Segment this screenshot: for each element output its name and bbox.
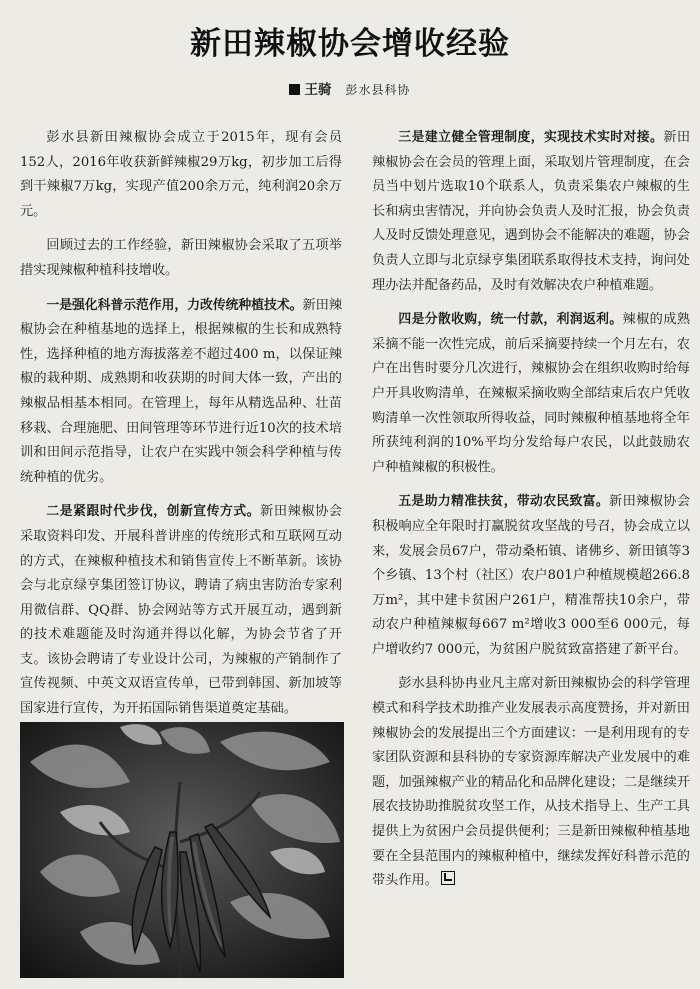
article-title: 新田辣椒协会增收经验 bbox=[190, 26, 510, 62]
byline bbox=[0, 78, 700, 98]
end-of-article-icon bbox=[441, 871, 455, 885]
paragraph-text: 辣椒的成熟采摘不能一次性完成，前后采摘要持续一个月左右，农户在出售时要分几次进行，辣椒协会在组织收购时给每户开具收购清单，在辣椒采摘收购全部结束后农户凭收购清单一次性领取所得收益，同时辣椒种植基地将全年所获纯利润的10%平均分发给每户农民，以此鼓励农户种植辣椒的积极性。 bbox=[372, 312, 691, 475]
author-name: 王骑 bbox=[304, 82, 332, 98]
paragraph-text: 新田辣椒协会积极响应全年限时打赢脱贫攻坚战的号召，协会成立以来，发展会员67户，带动桑柘镇、诸佛乡、新田镇等3个乡镇、13个村（社区）农户801户种植规模超266.8万m²，其中建卡贫困户261户，精准帮扶10余户，带动农户种植辣椒每667 m²增收3 000至6 000元，每户增收约7 000元，为贫困户脱贫致富搭建了新平台。 bbox=[372, 494, 691, 657]
paragraph bbox=[20, 234, 342, 283]
author-organization: 彭水县科协 bbox=[345, 83, 411, 97]
byline-square-icon bbox=[289, 84, 300, 95]
left-column bbox=[20, 126, 342, 732]
paragraph-heading: 五是助力精准扶贫，带动农民致富。 bbox=[398, 494, 610, 510]
paragraph bbox=[372, 490, 690, 662]
paragraph bbox=[372, 672, 690, 893]
paragraph-text: 新田辣椒协会在种植基地的选择上，根据辣椒的生长和成熟特性，选择种植的地方海拔落差不超过400 m，以保证辣椒的栽种期、成熟期和收获期的时间大体一致，产出的辣椒品相基本相同。在管理上，每年从精选品种、壮苗移栽、合理施肥、田间管理等环节进行近10次的技术培训和田间示范指导，让农户在实践中领会科学种植与传统种植的优劣。 bbox=[20, 297, 343, 485]
paragraph-text: 彭水县新田辣椒协会成立于2015年，现有会员152人，2016年收获新鲜辣椒29万kg，初步加工后得到干辣椒7万kg，实现产值200余万元，纯利润20余万元。 bbox=[20, 130, 342, 219]
paragraph-heading: 四是分散收购，统一付款，利润返利。 bbox=[398, 312, 623, 328]
paragraph bbox=[372, 308, 690, 480]
chili-plant-image bbox=[20, 722, 344, 978]
right-column bbox=[372, 126, 690, 904]
paragraph-text: 新田辣椒协会采取资料印发、开展科普讲座的传统形式和互联网互动的方式，在辣椒种植技术和销售宣传上不断革新。该协会与北京绿亨集团签订协议，聘请了病虫害防治专家利用微信群、QQ群、协会网站等方式开展互动，遇到新的技术难题能及时沟通并得以化解，为协会节省了开支。该协会聘请了专业设计公司，为辣椒的产销制作了宣传视频、中英文双语宣传单，已带到韩国、新加坡等国家进行宣传，为开拓国际销售渠道奠定基础。 bbox=[20, 504, 343, 717]
paragraph-heading: 二是紧跟时代步伐，创新宣传方式。 bbox=[46, 504, 261, 520]
paragraph-text: 回顾过去的工作经验，新田辣椒协会采取了五项举措实现辣椒种植科技增收。 bbox=[20, 238, 342, 278]
paragraph-heading: 一是强化科普示范作用，力改传统种植技术。 bbox=[46, 297, 303, 313]
paragraph-heading: 三是建立健全管理制度，实现技术实时对接。 bbox=[398, 130, 664, 145]
paragraph-text: 彭水县科协冉业凡主席对新田辣椒协会的科学管理模式和科学技术助推产业发展表示高度赞扬，并对新田辣椒协会的发展提出三个方面建议：一是利用现有的专家团队资源和县科协的专家资源库解决产业发展中的难题，加强辣椒产业的精品化和品牌化建设；二是继续开展农技协助推脱贫攻坚工作，从技术指导上、生产工具提供上为贫困户会员提供便利；三是新田辣椒种植基地要在全县范围内的辣椒种植中，继续发挥好科普示范的带头作用。 bbox=[372, 676, 690, 889]
paragraph bbox=[20, 294, 342, 491]
paragraph bbox=[20, 500, 342, 721]
paragraph bbox=[20, 126, 342, 224]
paragraph-text: 新田辣椒协会在会员的管理上面，采取划片管理制度，在会员当中划片选取10个联系人，负责采集农户辣椒的生长和病虫害情况，并向协会负责人及时汇报，协会负责人及时反馈处理意见，遇到协会不能解决的难题，协会负责人立即与北京绿亨集团联系取得技术支持，询问处理办法并配备药品，及时有效解决农户种植难题。 bbox=[372, 130, 691, 293]
paragraph bbox=[372, 126, 690, 298]
chili-plant-photo bbox=[20, 722, 344, 978]
